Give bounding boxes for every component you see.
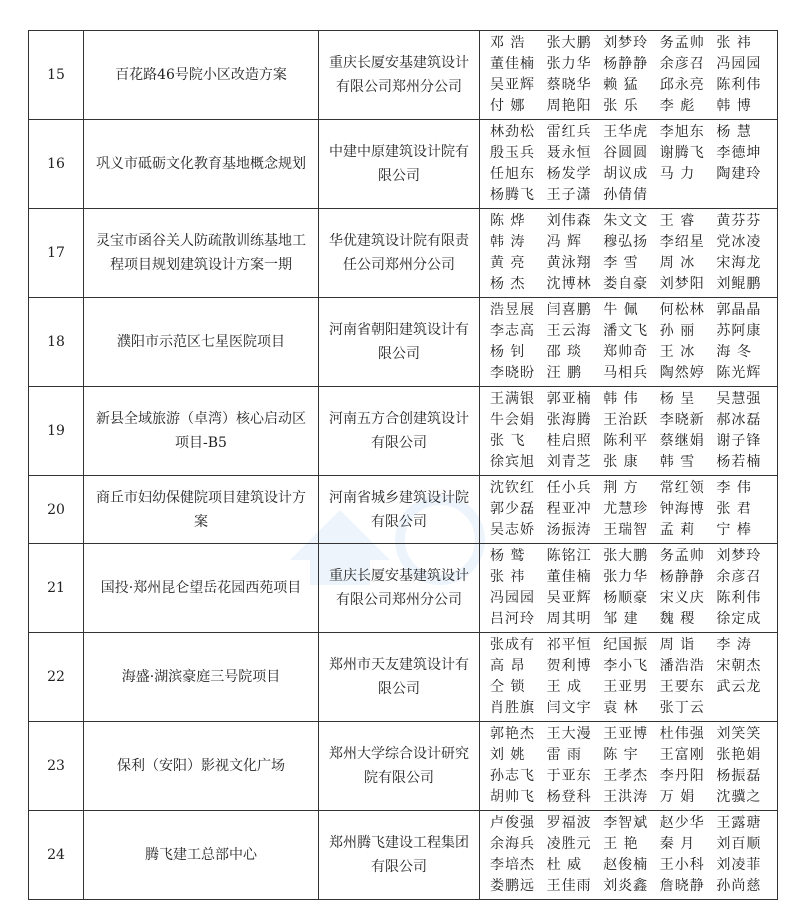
member-name: 王洪涛 [603, 789, 649, 805]
member-name: 朱文文 [603, 213, 649, 229]
member-name: 张 祎 [716, 35, 752, 51]
member-name: 何松林 [659, 302, 705, 318]
member-name: 李 彪 [659, 98, 696, 114]
member-name: 王瑞智 [603, 522, 649, 538]
member-name: 邹 建 [603, 611, 639, 627]
member-name: 付 娜 [490, 98, 526, 114]
member-name: 杨 呈 [659, 391, 696, 407]
member-name: 袁 林 [603, 700, 639, 716]
member-name: 黄 亮 [490, 255, 526, 271]
member-name: 杨静静 [659, 569, 705, 585]
design-organization: 河南省城乡建筑设计院有限公司 [319, 476, 480, 544]
member-name: 张 飞 [490, 433, 526, 449]
member-name: 任旭东 [490, 166, 535, 182]
member-name: 孟 莉 [659, 522, 696, 538]
member-name: 杨若楠 [716, 454, 762, 470]
member-name: 陈利伟 [716, 590, 762, 606]
member-name: 陶然婷 [659, 365, 705, 381]
member-name: 王大漫 [546, 726, 592, 742]
team-members [480, 544, 778, 633]
member-name: 李 雪 [603, 255, 639, 271]
member-name: 刘梦阳 [659, 276, 705, 292]
design-organization: 河南省朝阳建筑设计有限公司 [319, 298, 480, 387]
member-name: 蔡继娟 [659, 433, 705, 449]
member-name: 谢子锋 [716, 433, 762, 449]
project-name: 国投·郑州昆仑望岳花园西苑项目 [84, 544, 319, 633]
member-name: 张大鹏 [546, 35, 592, 51]
team-members [480, 633, 778, 722]
member-name: 王亚男 [603, 679, 649, 695]
project-name: 腾飞建工总部中心 [84, 811, 319, 900]
member-name: 王治跃 [603, 412, 649, 428]
member-name: 李晓新 [659, 412, 705, 428]
table-row [29, 298, 778, 387]
table-row [29, 544, 778, 633]
member-name: 陈光辉 [716, 365, 762, 381]
member-name: 韩 雪 [659, 454, 696, 470]
member-name: 韩 博 [716, 98, 752, 114]
member-name: 王 成 [546, 679, 583, 695]
member-name: 周 冰 [659, 255, 696, 271]
member-name: 王华虎 [603, 124, 649, 140]
member-name: 王露瑭 [716, 815, 762, 831]
row-number: 16 [29, 120, 84, 209]
member-name: 张 君 [716, 501, 752, 517]
member-name: 仝 锁 [490, 679, 526, 695]
team-members [480, 31, 778, 120]
member-name: 杨 钊 [490, 344, 526, 360]
member-name: 杜伟强 [659, 726, 705, 742]
table-row [29, 722, 778, 811]
member-name: 郭晶晶 [716, 302, 762, 318]
member-name: 李 伟 [716, 480, 752, 496]
member-name: 王云海 [546, 323, 592, 339]
member-name: 刘梦玲 [716, 548, 762, 564]
member-name: 陈 烨 [490, 213, 526, 229]
member-name: 纪国振 [603, 637, 649, 653]
member-name: 娄自豪 [603, 276, 649, 292]
member-name: 张 祎 [490, 569, 526, 585]
member-name: 李智斌 [603, 815, 649, 831]
member-name: 郑帅奇 [603, 344, 649, 360]
member-name: 张 康 [603, 454, 639, 470]
member-name: 韩 涛 [490, 234, 526, 250]
member-name: 秦 月 [659, 836, 696, 852]
member-name: 徐宾旭 [490, 454, 535, 470]
member-name: 李小飞 [603, 658, 649, 674]
member-name: 王要东 [659, 679, 705, 695]
member-name: 王 睿 [659, 213, 696, 229]
member-name: 王满银 [490, 391, 535, 407]
member-name: 邵 琰 [546, 344, 583, 360]
member-name: 周艳阳 [546, 98, 592, 114]
table-row [29, 476, 778, 544]
design-organization: 河南五方合创建筑设计有限公司 [319, 387, 480, 476]
member-name: 黄泳翔 [546, 255, 592, 271]
member-name: 张力华 [603, 569, 649, 585]
member-name: 吴志娇 [490, 522, 535, 538]
design-organization: 郑州大学综合设计研究院有限公司 [319, 722, 480, 811]
member-name: 荆 方 [603, 480, 639, 496]
member-name: 张 乐 [603, 98, 639, 114]
member-name: 潘文飞 [603, 323, 649, 339]
team-members [480, 209, 778, 298]
member-name: 杨登科 [546, 789, 592, 805]
member-name: 余彦召 [659, 56, 705, 72]
table-row [29, 811, 778, 900]
member-name: 余彦召 [716, 569, 762, 585]
member-name: 杨振磊 [716, 768, 762, 784]
member-name: 武云龙 [716, 679, 762, 695]
team-members [480, 811, 778, 900]
member-name: 林劲松 [490, 124, 535, 140]
member-name: 张艳娟 [716, 747, 762, 763]
team-members [480, 387, 778, 476]
member-name: 郭艳杰 [490, 726, 535, 742]
member-name: 党冰凌 [716, 234, 762, 250]
member-name: 蔡晓华 [546, 77, 592, 93]
member-name: 董佳楠 [546, 569, 592, 585]
member-name: 李旭东 [659, 124, 705, 140]
member-name: 陈铭江 [546, 548, 592, 564]
member-name: 徐定成 [716, 611, 762, 627]
member-name: 赵俊楠 [603, 857, 649, 873]
member-name: 卢俊强 [490, 815, 535, 831]
project-name: 商丘市妇幼保健院项目建筑设计方案 [84, 476, 319, 544]
member-name: 杨 鹫 [490, 548, 526, 564]
row-number: 17 [29, 209, 84, 298]
member-name: 黄芬芬 [716, 213, 762, 229]
member-name: 聂永恒 [546, 145, 592, 161]
project-name: 巩义市砥砺文化教育基地概念规划 [84, 120, 319, 209]
member-name: 穆弘扬 [603, 234, 649, 250]
member-name: 郝冰磊 [716, 412, 762, 428]
member-name: 桂启照 [546, 433, 592, 449]
member-name: 马 力 [659, 166, 696, 182]
member-name: 杨腾飞 [490, 187, 535, 203]
row-number: 20 [29, 476, 84, 544]
project-name: 保利（安阳）影视文化广场 [84, 722, 319, 811]
member-name: 任小兵 [546, 480, 592, 496]
member-name: 尤慧珍 [603, 501, 649, 517]
member-name: 陈 宇 [603, 747, 639, 763]
row-number: 23 [29, 722, 84, 811]
member-name: 陶建玲 [716, 166, 762, 182]
design-organization: 华优建筑设计院有限责任公司郑州分公司 [319, 209, 480, 298]
row-number: 19 [29, 387, 84, 476]
team-members [480, 722, 778, 811]
member-name: 刘伟森 [546, 213, 592, 229]
member-name: 汪 鹏 [546, 365, 583, 381]
member-name: 牛 佩 [603, 302, 639, 318]
member-name: 李德坤 [716, 145, 762, 161]
member-name: 潘浩浩 [659, 658, 705, 674]
member-name: 汤振涛 [546, 522, 592, 538]
member-name: 刘笑笑 [716, 726, 762, 742]
project-name: 百花路46号院小区改造方案 [84, 31, 319, 120]
member-name: 冯园园 [716, 56, 762, 72]
design-organization: 重庆长厦安基建筑设计有限公司郑州分公司 [319, 544, 480, 633]
member-name: 殷玉兵 [490, 145, 535, 161]
member-name: 王小科 [659, 857, 705, 873]
member-name: 钟海博 [659, 501, 705, 517]
member-name: 李丹阳 [659, 768, 705, 784]
row-number: 24 [29, 811, 84, 900]
member-name: 杨 杰 [490, 276, 526, 292]
member-name: 务孟帅 [659, 548, 705, 564]
member-name: 刘百顺 [716, 836, 762, 852]
row-number: 22 [29, 633, 84, 722]
member-name: 刘炎鑫 [603, 878, 649, 894]
member-name: 郭亚楠 [546, 391, 592, 407]
member-name: 谢腾飞 [659, 145, 705, 161]
member-name: 雷红兵 [546, 124, 592, 140]
table-row [29, 633, 778, 722]
member-name: 王佳雨 [546, 878, 592, 894]
member-name: 罗福波 [546, 815, 592, 831]
row-number: 18 [29, 298, 84, 387]
member-name: 王 冰 [659, 344, 696, 360]
member-name: 谷圆圆 [603, 145, 649, 161]
member-name: 高 昂 [490, 658, 526, 674]
member-name: 程亚冲 [546, 501, 592, 517]
member-name: 陈利平 [603, 433, 649, 449]
member-name: 浩昱展 [490, 302, 535, 318]
member-name: 赵少华 [659, 815, 705, 831]
member-name: 杨静静 [603, 56, 649, 72]
member-name: 王富刚 [659, 747, 705, 763]
member-name: 于亚东 [546, 768, 592, 784]
member-name: 杜 威 [546, 857, 583, 873]
member-name: 苏阿康 [716, 323, 762, 339]
member-name: 雷 雨 [546, 747, 583, 763]
member-name: 马相兵 [603, 365, 649, 381]
member-name: 张力华 [546, 56, 592, 72]
member-name: 刘青芝 [546, 454, 592, 470]
project-name: 新县全域旅游（卓湾）核心启动区项目-B5 [84, 387, 319, 476]
member-name: 王子潇 [546, 187, 592, 203]
row-number: 21 [29, 544, 84, 633]
member-name: 王孝杰 [603, 768, 649, 784]
team-members [480, 476, 778, 544]
award-table [28, 30, 778, 900]
member-name: 刘梦玲 [603, 35, 649, 51]
member-name: 胡议成 [603, 166, 649, 182]
design-organization: 郑州腾飞建设工程集团有限公司 [319, 811, 480, 900]
member-name: 沈钦红 [490, 480, 535, 496]
member-name: 王亚博 [603, 726, 649, 742]
member-name: 刘 姚 [490, 747, 526, 763]
member-name: 吴亚辉 [546, 590, 592, 606]
table-row [29, 31, 778, 120]
member-name: 董佳楠 [490, 56, 535, 72]
member-name: 邓 浩 [490, 35, 526, 51]
table-row [29, 387, 778, 476]
member-name: 万 娟 [659, 789, 696, 805]
member-name: 宋义庆 [659, 590, 705, 606]
team-members [480, 120, 778, 209]
design-organization: 中建中原建筑设计院有限公司 [319, 120, 480, 209]
member-name: 李绍星 [659, 234, 705, 250]
team-members [480, 298, 778, 387]
member-name: 吴慧强 [716, 391, 762, 407]
member-name: 务孟帅 [659, 35, 705, 51]
member-name: 肖胜旗 [490, 700, 535, 716]
member-name: 邱永亮 [659, 77, 705, 93]
member-name: 沈博林 [546, 276, 592, 292]
member-name: 常红领 [659, 480, 705, 496]
member-name: 张海腾 [546, 412, 592, 428]
member-name: 孙倩倩 [603, 187, 649, 203]
member-name: 闫文宇 [546, 700, 592, 716]
member-name: 孙志飞 [490, 768, 535, 784]
member-name: 郭少磊 [490, 501, 535, 517]
member-name: 吴亚辉 [490, 77, 535, 93]
member-name: 宁 棒 [716, 522, 752, 538]
member-name: 吕河玲 [490, 611, 535, 627]
member-name: 杨顺豪 [603, 590, 649, 606]
member-name: 张大鹏 [603, 548, 649, 564]
member-name: 孙尚慈 [716, 878, 762, 894]
member-name: 胡帅飞 [490, 789, 535, 805]
member-name: 赖 猛 [603, 77, 639, 93]
member-name: 海 冬 [716, 344, 752, 360]
member-name: 李晓盼 [490, 365, 535, 381]
member-name: 李志高 [490, 323, 535, 339]
member-name: 李 涛 [716, 637, 752, 653]
member-name: 杨 慧 [716, 124, 752, 140]
member-name: 牛会娟 [490, 412, 535, 428]
design-organization: 郑州市天友建筑设计有限公司 [319, 633, 480, 722]
project-name: 海盛·湖滨豪庭三号院项目 [84, 633, 319, 722]
member-name: 王 艳 [603, 836, 639, 852]
member-name: 冯 辉 [546, 234, 583, 250]
member-name: 周 诣 [659, 637, 696, 653]
member-name: 娄鹏远 [490, 878, 535, 894]
member-name: 闫喜鹏 [546, 302, 592, 318]
member-name: 周其明 [546, 611, 592, 627]
member-name: 宋朝杰 [716, 658, 762, 674]
member-name: 贺利博 [546, 658, 592, 674]
project-name: 濮阳市示范区七星医院项目 [84, 298, 319, 387]
member-name: 李培杰 [490, 857, 535, 873]
project-name: 灵宝市函谷关人防疏散训练基地工程项目规划建筑设计方案一期 [84, 209, 319, 298]
member-name: 孙 丽 [659, 323, 696, 339]
member-name: 沈骥之 [716, 789, 762, 805]
member-name: 张丁云 [659, 700, 705, 716]
member-name: 杨发学 [546, 166, 592, 182]
member-name: 余海兵 [490, 836, 535, 852]
member-name: 刘凌菲 [716, 857, 762, 873]
member-name: 陈利伟 [716, 77, 762, 93]
row-number: 15 [29, 31, 84, 120]
member-name: 张成有 [490, 637, 535, 653]
member-name: 凌胜元 [546, 836, 592, 852]
table-row [29, 209, 778, 298]
table-row [29, 120, 778, 209]
member-name: 刘鲲鹏 [716, 276, 762, 292]
member-name: 冯园园 [490, 590, 535, 606]
member-name: 詹晓静 [659, 878, 705, 894]
member-name: 宋海龙 [716, 255, 762, 271]
member-name: 祁平恒 [546, 637, 592, 653]
member-name: 魏 稷 [659, 611, 696, 627]
design-organization: 重庆长厦安基建筑设计有限公司郑州分公司 [319, 31, 480, 120]
member-name: 韩 伟 [603, 391, 639, 407]
